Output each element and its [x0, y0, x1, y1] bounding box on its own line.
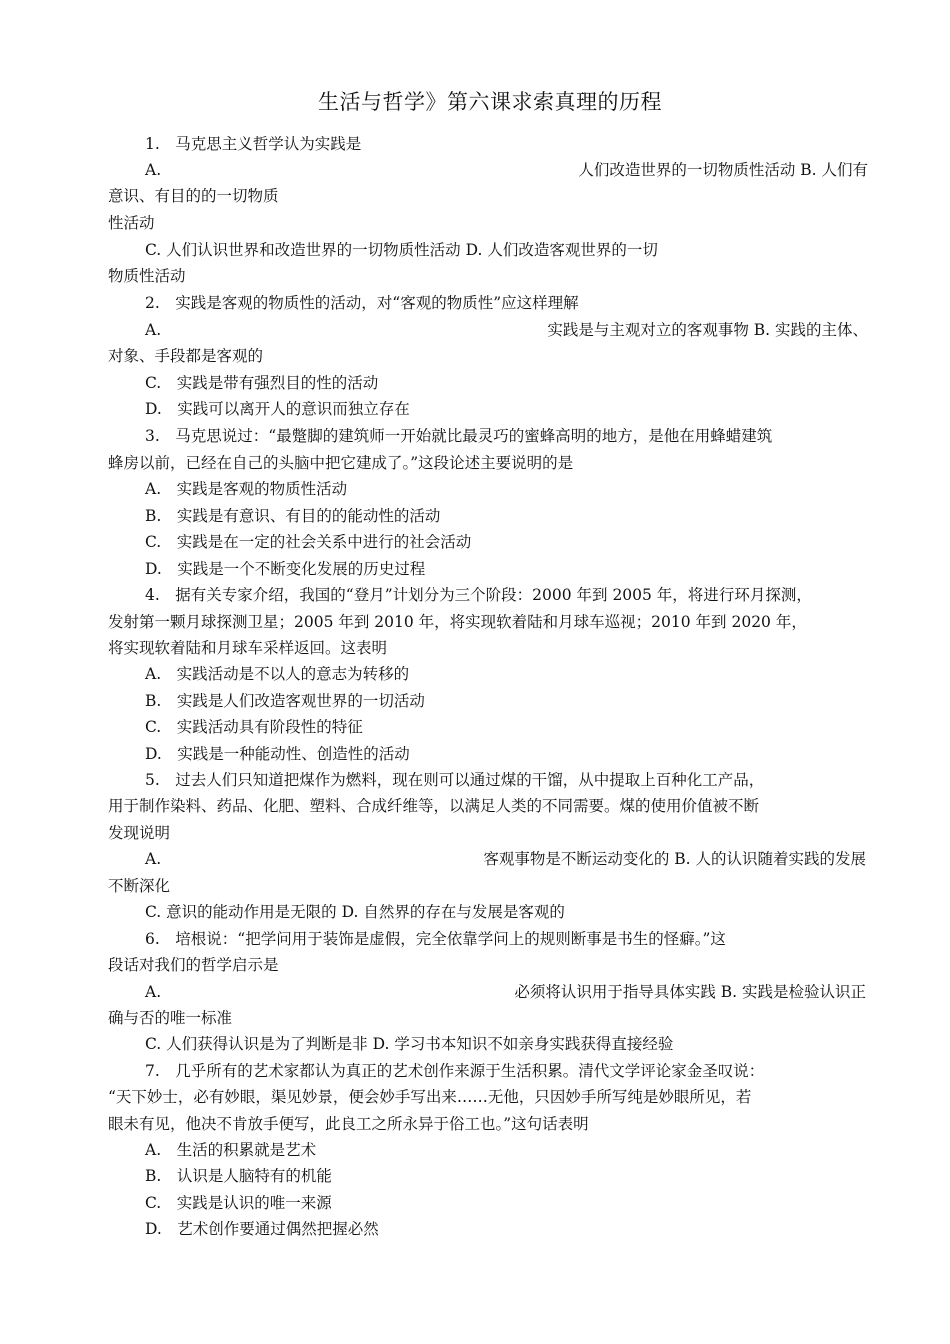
q4-option-d: D. 实践是一种能动性、创造性的活动	[145, 745, 410, 763]
q7-option-b: B. 认识是人脑特有的机能	[145, 1167, 332, 1185]
q2-stem: 2. 实践是客观的物质性的活动，对“客观的物质性”应这样理解	[145, 294, 579, 312]
q5-stem-cont2: 发现说明	[108, 824, 171, 842]
q6-stem-cont: 段话对我们的哲学启示是	[108, 956, 279, 974]
q4-option-a: A. 实践活动是不以人的意志为转移的	[145, 665, 410, 683]
q6-options-cd: C. 人们获得认识是为了判断是非 D. 学习书本知识不如亲身实践获得直接经验	[145, 1035, 674, 1053]
q5-options-ab-cont: 不断深化	[108, 877, 171, 895]
q2-option-d: D. 实践可以离开人的意识而独立存在	[145, 400, 410, 418]
q7-option-a: A. 生活的积累就是艺术	[145, 1141, 317, 1159]
q3-option-a: A. 实践是客观的物质性活动	[145, 480, 348, 498]
q2-options-ab: 实践是与主观对立的客观事物 B. 实践的主体、	[547, 321, 868, 339]
q4-stem-cont2: 将实现软着陆和月球车采样返回。这表明	[108, 639, 388, 657]
q3-option-d: D. 实践是一个不断变化发展的历史过程	[145, 560, 426, 578]
q4-stem-cont: 发射第一颗月球探测卫星；2005 年到 2010 年，将实现软着陆和月球车巡视；2010 年到 2020 年，	[108, 613, 807, 631]
q5-stem-cont: 用于制作染料、药品、化肥、塑料、合成纤维等，以满足人类的不同需要。煤的使用价值被不断	[108, 797, 760, 815]
q3-stem: 3. 马克思说过：“最蹩脚的建筑师一开始就比最灵巧的蜜蜂高明的地方，是他在用蜂蜡建筑	[145, 427, 773, 445]
q1-options-cd-cont: 物质性活动	[108, 267, 186, 285]
q4-option-c: C. 实践活动具有阶段性的特征	[145, 718, 363, 736]
q7-option-d: D. 艺术创作要通过偶然把握必然	[145, 1220, 379, 1238]
page-title: 生活与哲学》第六课求索真理的历程	[318, 90, 662, 114]
q5-option-a-label: A.	[145, 850, 162, 868]
q2-option-c: C. 实践是带有强烈目的性的活动	[145, 374, 379, 392]
q4-option-b: B. 实践是人们改造客观世界的一切活动	[145, 692, 425, 710]
q5-options-ab: 客观事物是不断运动变化的 B. 人的认识随着实践的发展	[483, 850, 866, 868]
q7-stem-cont: “天下妙士，必有妙眼，渠见妙景，便会妙手写出来……无他，只因妙手所写纯是妙眼所见，若	[108, 1088, 752, 1106]
q6-options-ab-cont: 确与否的唯一标准	[108, 1009, 233, 1027]
q7-stem: 7. 几乎所有的艺术家都认为真正的艺术创作来源于生活积累。清代文学评论家金圣叹说：	[145, 1062, 765, 1080]
q1-option-a-label: A.	[145, 161, 162, 179]
q6-options-ab: 必须将认识用于指导具体实践 B. 实践是检验认识正	[514, 983, 866, 1001]
q6-option-a-label: A.	[145, 983, 162, 1001]
q3-option-c: C. 实践是在一定的社会关系中进行的社会活动	[145, 533, 472, 551]
q2-option-a-label: A.	[145, 321, 162, 339]
q1-options-cd: C. 人们认识世界和改造世界的一切物质性活动 D. 人们改造客观世界的一切	[145, 241, 658, 259]
q3-option-b: B. 实践是有意识、有目的的能动性的活动	[145, 507, 441, 525]
q5-options-cd: C. 意识的能动作用是无限的 D. 自然界的存在与发展是客观的	[145, 903, 565, 921]
q1-stem: 1. 马克思主义哲学认为实践是	[145, 135, 362, 153]
q3-stem-cont: 蜂房以前，已经在自己的头脑中把它建成了。”这段论述主要说明的是	[108, 454, 574, 472]
q2-options-ab-cont: 对象、手段都是客观的	[108, 347, 264, 365]
q1-options-ab-cont: 意识、有目的的一切物质	[108, 187, 279, 205]
q7-option-c: C. 实践是认识的唯一来源	[145, 1194, 332, 1212]
q7-stem-cont2: 眼未有见，他决不肯放手便写，此良工之所永异于俗工也。”这句话表明	[108, 1115, 589, 1133]
q5-stem: 5. 过去人们只知道把煤作为燃料，现在则可以通过煤的干馏，从中提取上百种化工产品，	[145, 771, 765, 789]
q6-stem: 6. 培根说：“把学问用于装饰是虚假，完全依靠学问上的规则断事是书生的怪癖。”这	[145, 930, 726, 948]
q1-options-ab-cont2: 性活动	[108, 214, 155, 232]
q1-options-ab: 人们改造世界的一切物质性活动 B. 人们有	[578, 161, 868, 179]
q4-stem: 4. 据有关专家介绍，我国的“登月”计划分为三个阶段：2000 年到 2005 年，将进行环月探测，	[145, 586, 812, 604]
